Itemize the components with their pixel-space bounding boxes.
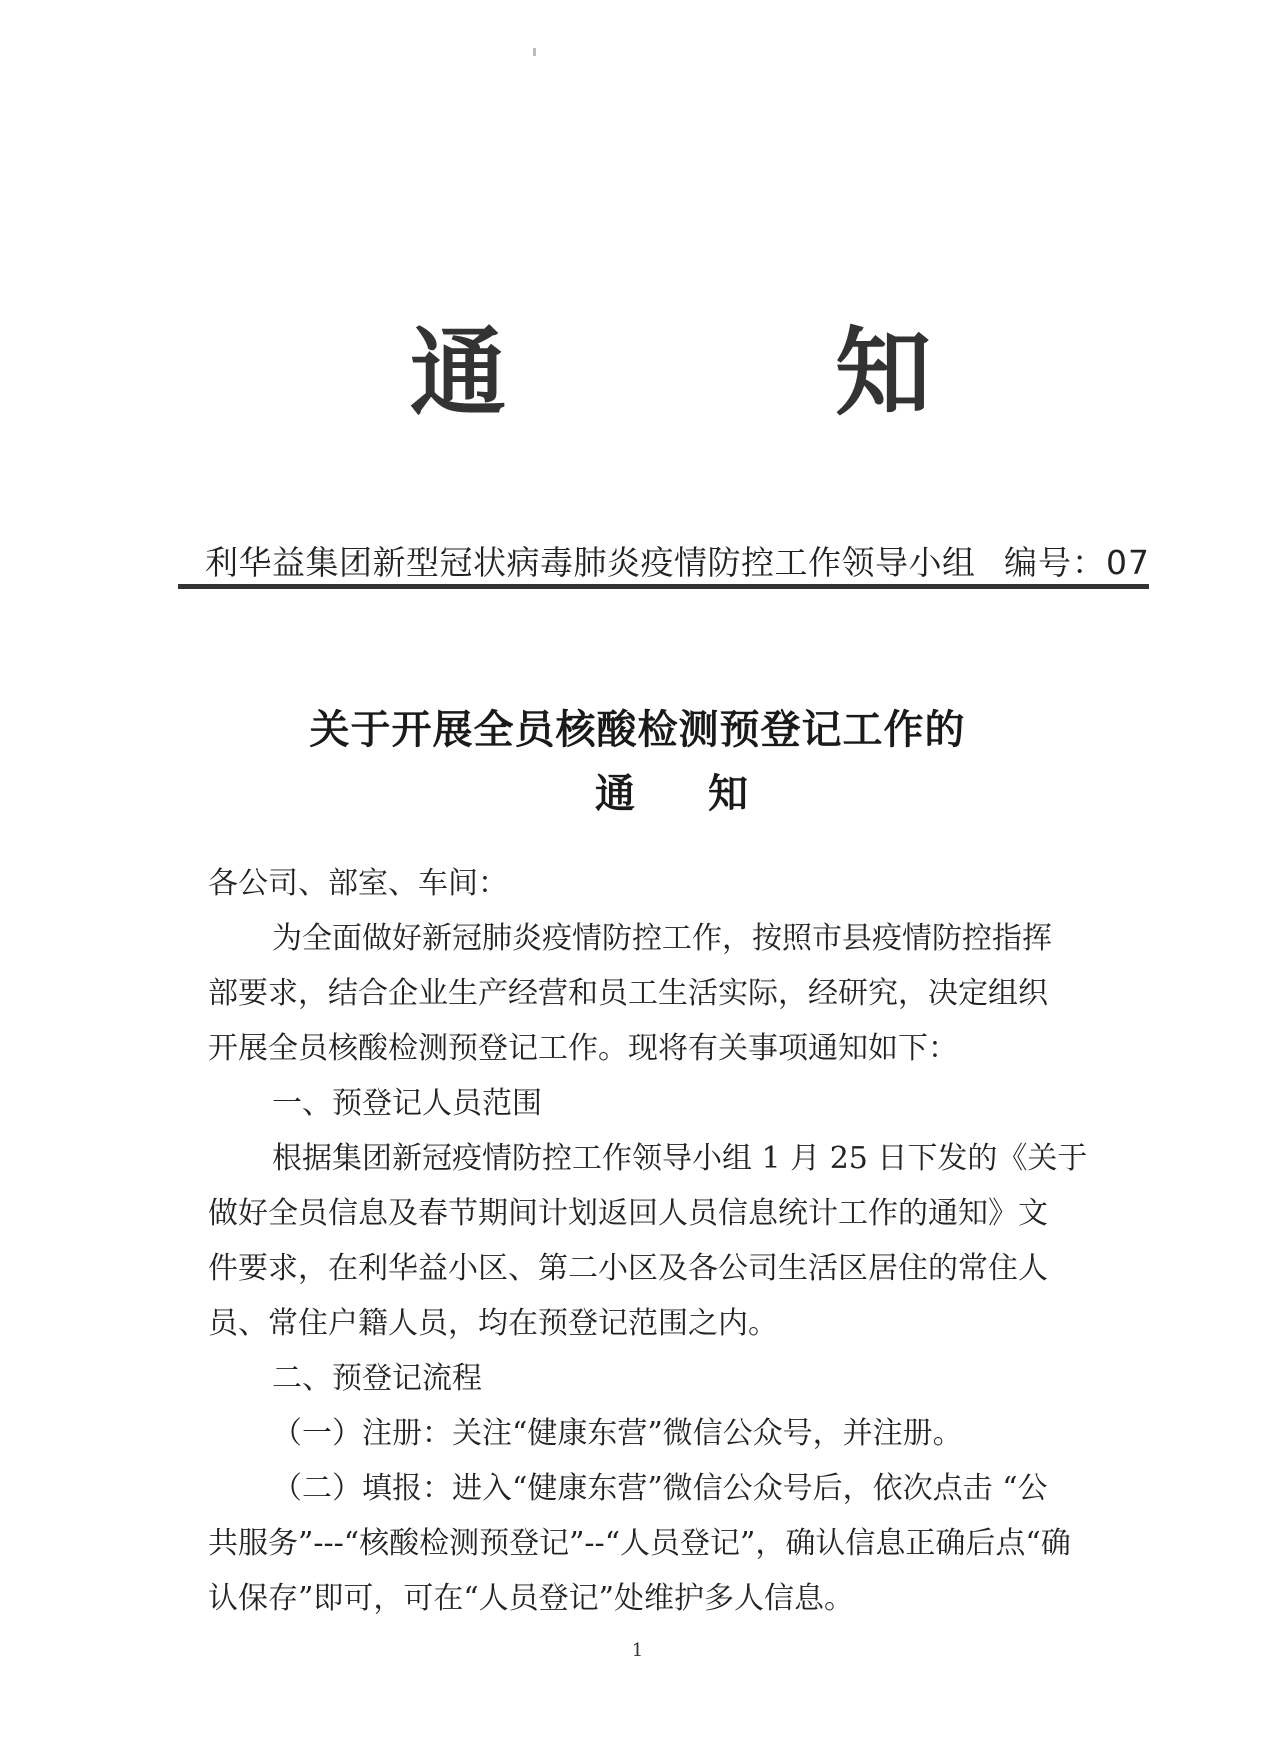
body-line: 部要求，结合企业生产经营和员工生活实际，经研究，决定组织 [208, 976, 1048, 1011]
document-title-char-1: 通 [595, 770, 635, 817]
header-title-char-2: 知 [835, 316, 931, 429]
page-number: 1 [631, 1640, 644, 1661]
body-line: 开展全员核酸检测预登记工作。现将有关事项通知如下： [208, 1031, 958, 1066]
issuer-line [205, 538, 1150, 588]
notice-header-title [0, 318, 1275, 448]
body-line: （一）注册：关注“健康东营”微信公众号，并注册。 [272, 1416, 963, 1451]
document-title-char-2: 知 [708, 770, 748, 817]
body-line: 件要求，在利华益小区、第二小区及各公司生活区居住的常住人 [208, 1251, 1048, 1286]
body-line: 员、常住户籍人员，均在预登记范围之内。 [208, 1306, 778, 1341]
body-line: 认保存”即可，可在“人员登记”处维护多人信息。 [208, 1581, 855, 1616]
section-heading: 一、预登记人员范围 [272, 1086, 542, 1121]
body-line: 根据集团新冠疫情防控工作领导小组 1 月 25 日下发的《关于 [272, 1141, 1088, 1176]
body-line: 为全面做好新冠肺炎疫情防控工作，按照市县疫情防控指挥 [272, 921, 1052, 956]
document-number: 编号：07 [1004, 543, 1150, 582]
scan-speck [533, 48, 536, 56]
document-title-line-1: 关于开展全员核酸检测预登记工作的 [309, 706, 966, 753]
section-heading: 二、预登记流程 [272, 1361, 482, 1396]
salutation: 各公司、部室、车间： [208, 866, 508, 901]
header-title-char-1: 通 [410, 316, 506, 429]
body-line: 做好全员信息及春节期间计划返回人员信息统计工作的通知》文 [208, 1196, 1048, 1231]
issuer-name: 利华益集团新型冠状病毒肺炎疫情防控工作领导小组 [205, 543, 976, 582]
body-line: （二）填报：进入“健康东营”微信公众号后，依次点击 “公 [272, 1471, 1048, 1506]
header-divider [178, 584, 1149, 589]
body-line: 共服务”---“核酸检测预登记”--“人员登记”，确认信息正确后点“确 [208, 1526, 1071, 1561]
